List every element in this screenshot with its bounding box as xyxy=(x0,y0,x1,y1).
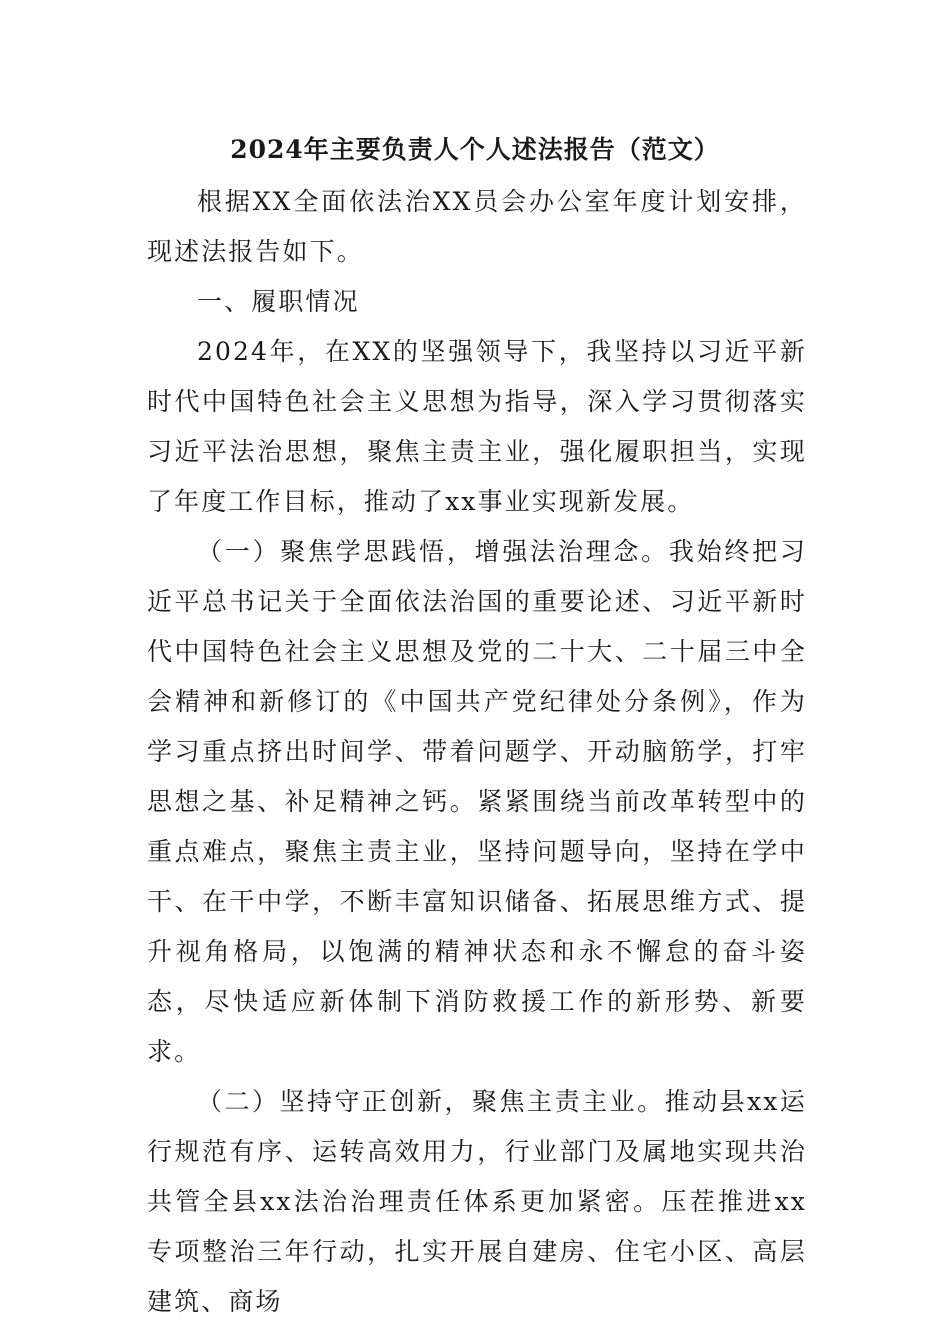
document-title: 2024年主要负责人个人述法报告（范文） xyxy=(230,135,720,164)
paragraph-overview: 2024年，在XX的坚强领导下，我坚持以习近平新时代中国特色社会主义思想为指导，深入学习贯彻落实习近平法治思想，聚焦主责主业，强化履职担当，实现了年度工作目标，推动了xx事业实现新发展。 xyxy=(147,337,807,516)
paragraph-item-2: （二）坚持守正创新，聚焦主责主业。推动县xx运行规范有序、运转高效用力，行业部门及属地实现共治共管全县xx法治治理责任体系更加紧密。压茬推进xx专项整治三年行动，扎实开展自建房、住宅小区、高层建筑、商场 xyxy=(147,1087,807,1316)
paragraph-item-1: （一）聚焦学思践悟，增强法治理念。我始终把习近平总书记关于全面依法治国的重要论述、习近平新时代中国特色社会主义思想及党的二十大、二十届三中全会精神和新修订的《中国共产党纪律处分条例》，作为学习重点挤出时间学、带着问题学、开动脑筋学，打牢思想之基、补足精神之钙。紧紧围绕当前改革转型中的重点难点，聚焦主责主业，坚持问题导向，坚持在学中干、在干中学，不断丰富知识储备、拓展思维方式、提升视角格局，以饱满的精神状态和永不懈怠的奋斗姿态，尽快适应新体制下消防救援工作的新形势、新要求。 xyxy=(147,537,807,1066)
section-heading-duty-performance: 一、履职情况 xyxy=(197,287,360,316)
document-body xyxy=(147,177,807,1327)
paragraph-intro: 根据XX全面依法治XX员会办公室年度计划安排，现述法报告如下。 xyxy=(147,187,807,266)
